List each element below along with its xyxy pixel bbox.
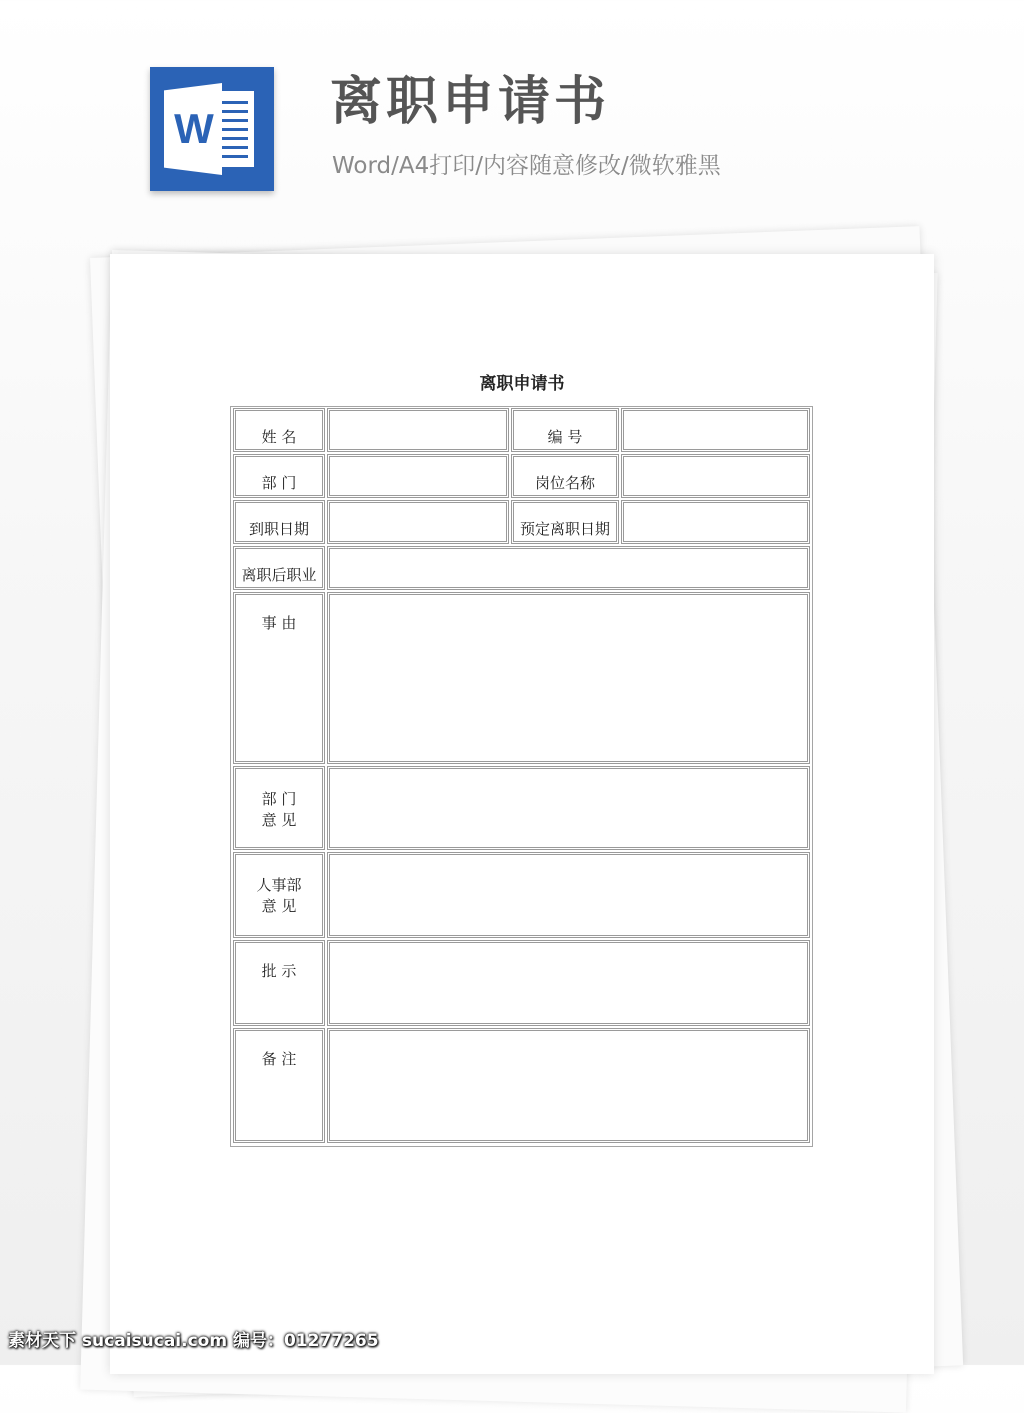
word-letter-icon: W xyxy=(174,105,214,152)
position-label: 岗位名称 xyxy=(534,474,595,492)
dept-opinion-label xyxy=(236,789,322,831)
name-label: 姓 名 xyxy=(261,428,297,446)
next-job-label-cell xyxy=(233,546,325,590)
start-date-label: 到职日期 xyxy=(248,520,309,538)
name-label-cell xyxy=(233,408,325,452)
department-field[interactable] xyxy=(327,454,509,498)
hr-opinion-field[interactable] xyxy=(327,852,810,938)
page-subtitle: Word/A4打印/内容随意修改/微软雅黑 xyxy=(332,153,721,179)
reason-label: 事 由 xyxy=(261,614,297,632)
department-label-cell xyxy=(233,454,325,498)
reason-label-cell xyxy=(233,592,325,764)
dept-opinion-label-line2: 意 见 xyxy=(261,811,297,829)
number-label-cell xyxy=(511,408,619,452)
next-job-label: 离职后职业 xyxy=(241,566,317,584)
number-label: 编 号 xyxy=(547,428,583,446)
planned-leave-date-label: 预定离职日期 xyxy=(519,520,610,538)
reason-field[interactable] xyxy=(327,592,810,764)
approval-label-cell xyxy=(233,940,325,1026)
page-title: 离职申请书 xyxy=(330,72,611,132)
start-date-label-cell xyxy=(233,500,325,544)
number-field[interactable] xyxy=(621,408,810,452)
word-app-icon xyxy=(150,67,274,191)
remarks-field[interactable] xyxy=(327,1028,810,1143)
hr-opinion-label xyxy=(236,875,322,917)
remarks-label: 备 注 xyxy=(261,1050,297,1068)
approval-field[interactable] xyxy=(327,940,810,1026)
department-label: 部 门 xyxy=(261,474,297,492)
next-job-field[interactable] xyxy=(327,546,810,590)
hr-opinion-label-line1: 人事部 xyxy=(256,876,302,894)
dept-opinion-label-line1: 部 门 xyxy=(261,790,297,808)
dept-opinion-field[interactable] xyxy=(327,766,810,850)
watermark-text: 素材天下 sucaisucai.com 编号：01277265 xyxy=(8,1331,379,1351)
remarks-label-cell xyxy=(233,1028,325,1143)
form-title: 离职申请书 xyxy=(479,374,565,394)
planned-leave-date-label-cell xyxy=(511,500,619,544)
position-label-cell xyxy=(511,454,619,498)
position-field[interactable] xyxy=(621,454,810,498)
planned-leave-date-field[interactable] xyxy=(621,500,810,544)
hr-opinion-label-cell xyxy=(233,852,325,938)
approval-label: 批 示 xyxy=(261,962,297,980)
start-date-field[interactable] xyxy=(327,500,509,544)
hr-opinion-label-line2: 意 见 xyxy=(261,897,297,915)
name-field[interactable] xyxy=(327,408,509,452)
dept-opinion-label-cell xyxy=(233,766,325,850)
